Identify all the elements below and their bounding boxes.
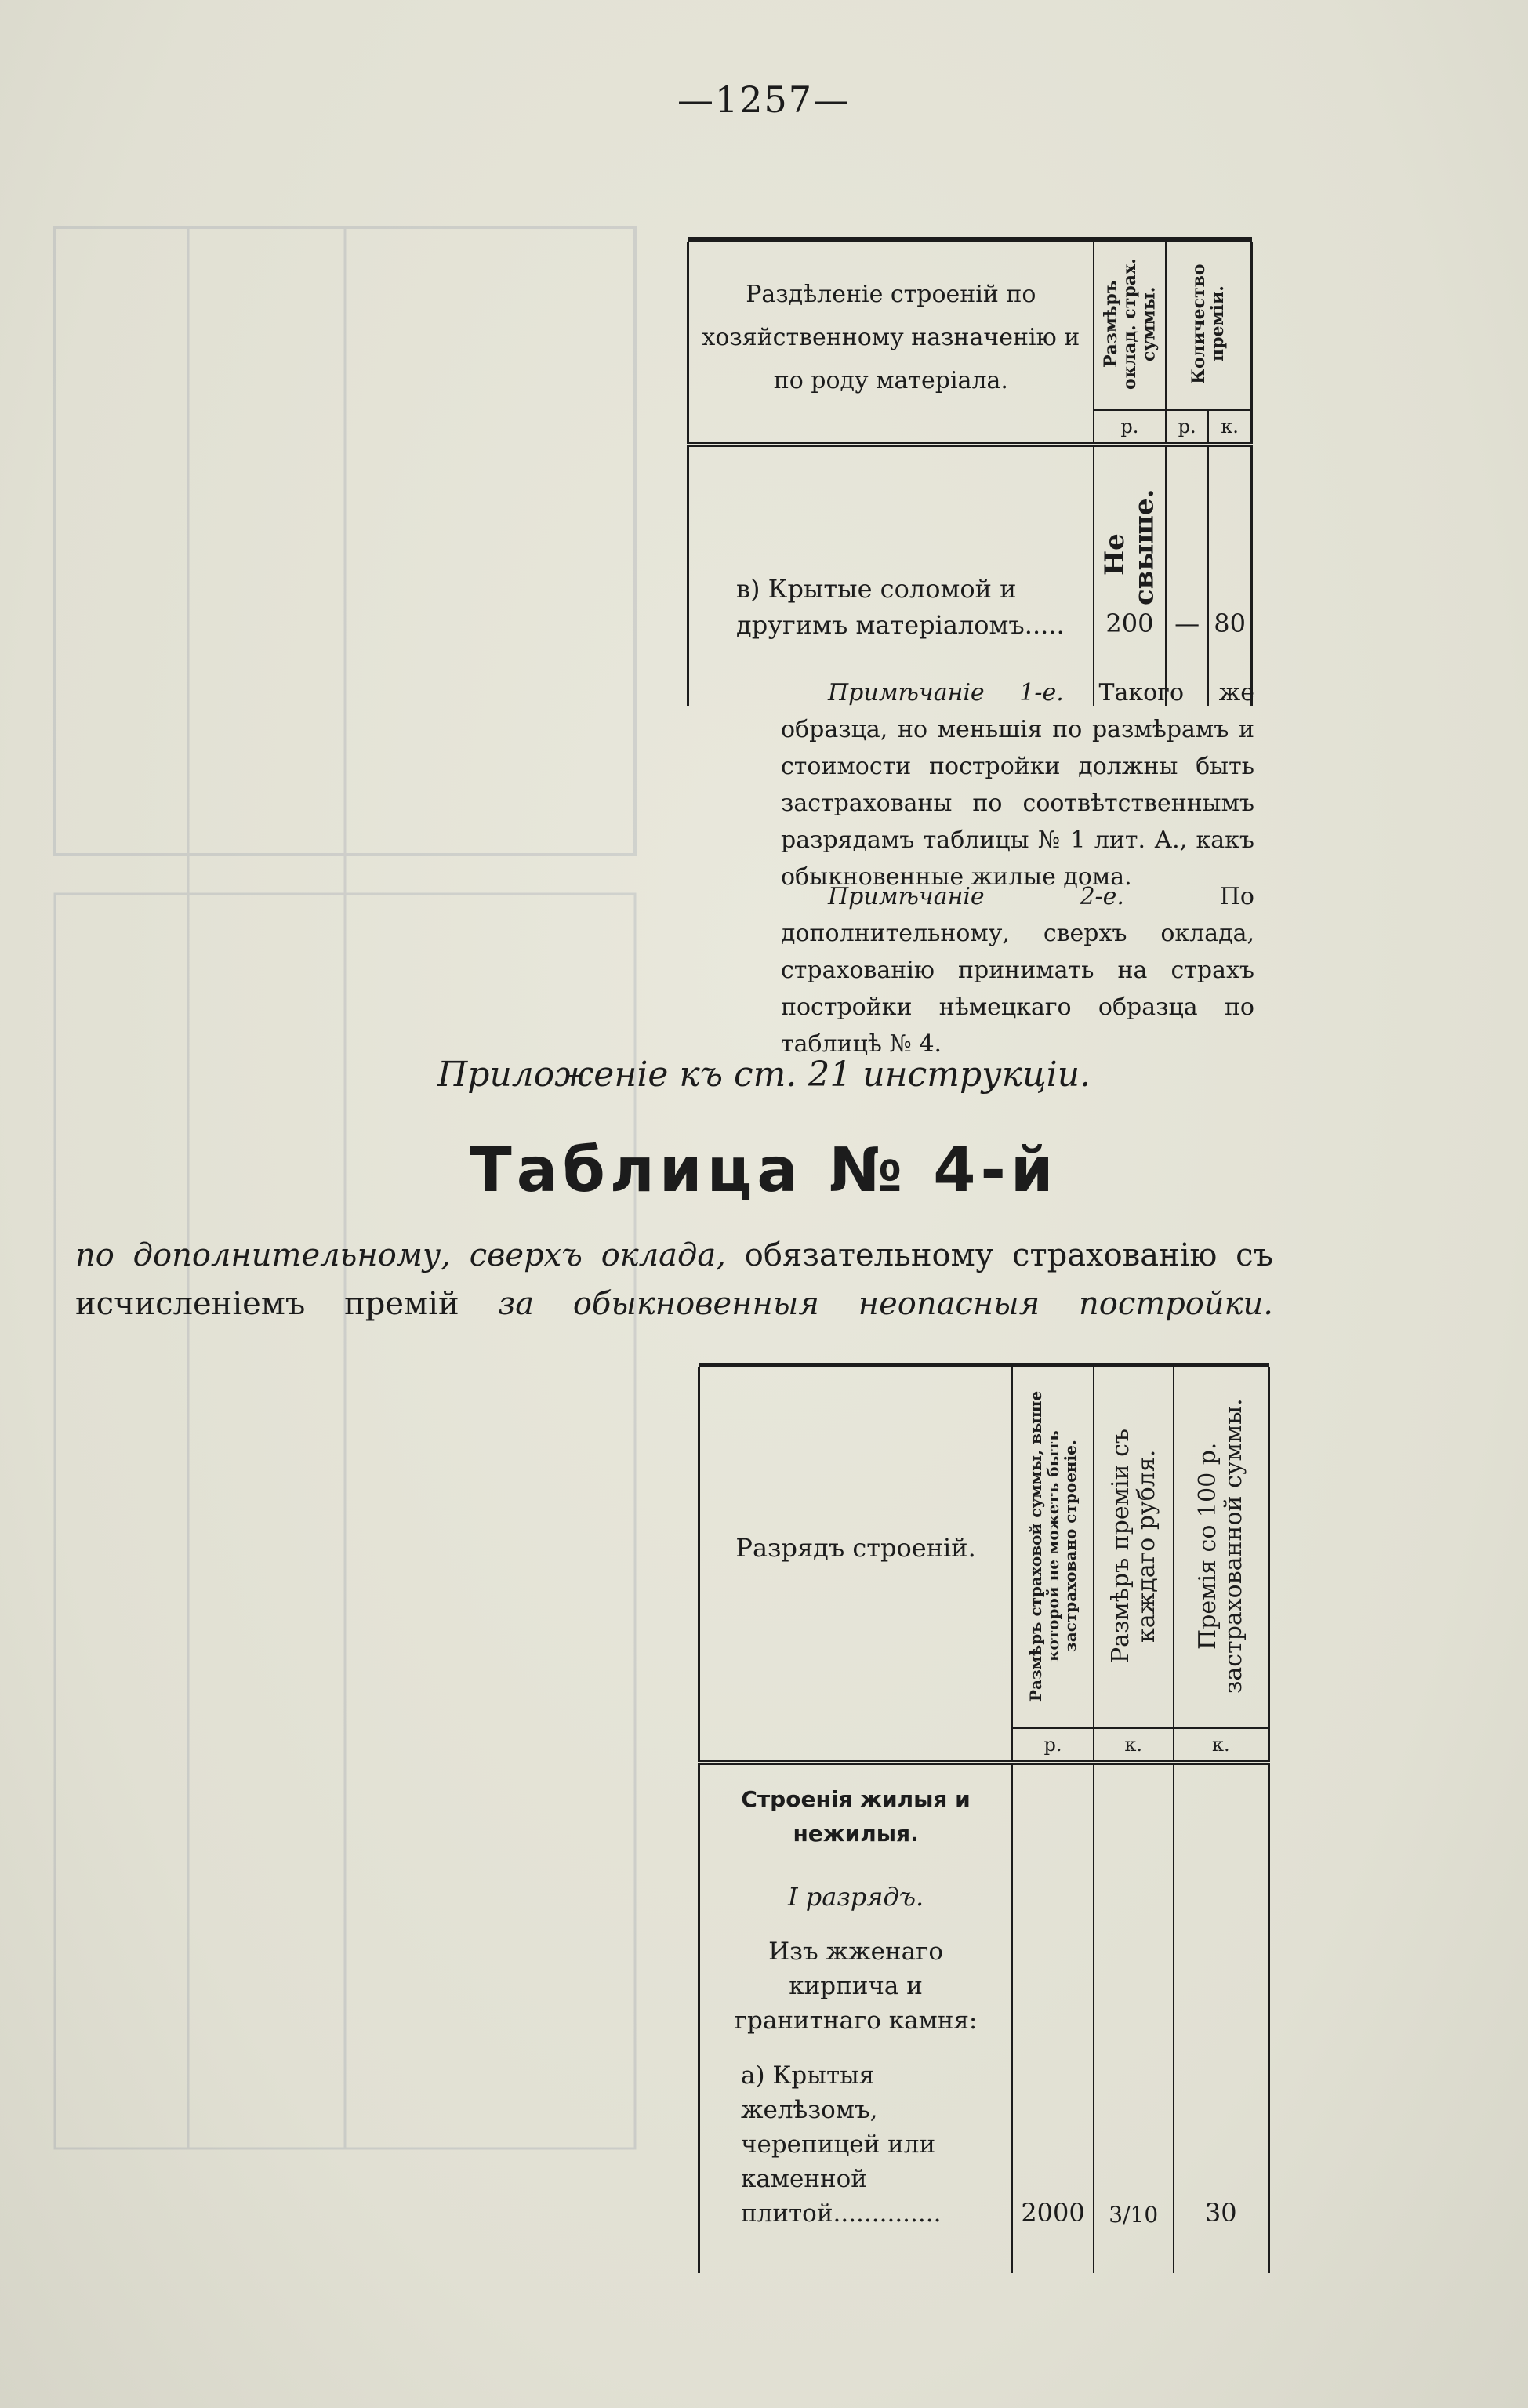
t2-unit-r: р. [1012, 1728, 1094, 1763]
t1-header-size [1094, 242, 1166, 410]
t2-header-premium [1174, 1367, 1269, 1728]
t2-class-title: I разрядъ. [787, 1882, 924, 1912]
note-2-title: Примѣчаніе 2-е. [828, 883, 1124, 910]
t2-section-title: Строенія жилыя и нежилыя. [741, 1786, 971, 1847]
subtitle-part-3: за обыкновенныя неопасныя постройки. [498, 1286, 1274, 1322]
note-2 [781, 878, 1254, 1062]
t1-row-size-cell [1094, 447, 1166, 643]
t2-row-premium: 30 [1174, 1765, 1269, 2242]
subtitle-part-2: обязательному страхованію съ исчисленіемъ премій [75, 1237, 1274, 1322]
note-1 [781, 674, 1254, 895]
t2-body [699, 1765, 1013, 2242]
premium-table-1 [687, 237, 1253, 706]
t2-material: Изъ жженаго кирпича и гранитнаго камня: [734, 1938, 978, 2035]
t2-unit-k: к. [1094, 1728, 1174, 1763]
t1-row-premium-r: — [1166, 447, 1208, 643]
t2-row-label: а) Крытыя желѣзомъ, черепицей или каменной плитой.............. [741, 2061, 942, 2228]
t2-row-size: 2000 [1012, 1765, 1094, 2242]
t2-header-premium-text: Премія со 100 р. застрахованной суммы. [1194, 1398, 1248, 1694]
t1-unit-r2: р. [1166, 410, 1208, 445]
t1-header-premium-text: Количество преміи. [1189, 263, 1229, 384]
t1-row-size: 200 [1105, 608, 1154, 638]
table-title: Таблица № 4-й [470, 1135, 1058, 1206]
note-1-title: Примѣчаніе 1-е. [828, 679, 1064, 706]
t2-header-rate [1094, 1367, 1174, 1728]
t1-row-premium-k: 80 [1208, 447, 1251, 643]
appendix-reference: Приложеніе къ ст. 21 инструкціи. [437, 1055, 1091, 1095]
t2-header-rate-text: Размѣръ преміи съ каждаго рубля. [1106, 1429, 1160, 1663]
note-1-text: Такого же образца, но меньшія по размѣрамъ и стоимости постройки должны быть застрахованы по соотвѣтственнымъ разрядамъ таблицы № 1 лит. А., какъ обыкновенные жилые дома. [781, 679, 1254, 891]
t1-row-limit: Не свыше. [1098, 489, 1160, 605]
t1-header-size-text: Размѣръ оклад. страх. суммы. [1100, 258, 1159, 390]
note-2-text: По дополнительному, сверхъ оклада, страхованію принимать на страхъ постройки нѣмецкаго образца по таблицѣ № 4. [781, 883, 1254, 1058]
subtitle-part-1: по дополнительному, сверхъ оклада, [75, 1237, 726, 1273]
premium-table-4 [698, 1363, 1270, 2273]
subtitle-line-1 [75, 1231, 1273, 1328]
page-number: —1257— [677, 78, 851, 121]
t1-header-category: Раздѣленіе строеній по хозяйственному назначенію и по роду матеріала. [688, 242, 1094, 410]
t2-row-rate: 3/10 [1094, 1765, 1174, 2242]
t2-header-category: Разрядъ строеній. [699, 1367, 1013, 1728]
t1-unit-r: р. [1094, 410, 1166, 445]
t2-header-size-text: Размѣръ страховой суммы, выше которой не можетъ быть застраховано строеніе. [1026, 1390, 1080, 1702]
t1-header-premium [1166, 242, 1251, 410]
t1-unit-k: к. [1208, 410, 1251, 445]
bleed-through-shadow [47, 220, 643, 2196]
t1-row-label: в) Крытые соломой и другимъ матеріаломъ..... [688, 447, 1094, 643]
t2-header-size [1012, 1367, 1094, 1728]
t2-unit-k2: к. [1174, 1728, 1269, 1763]
